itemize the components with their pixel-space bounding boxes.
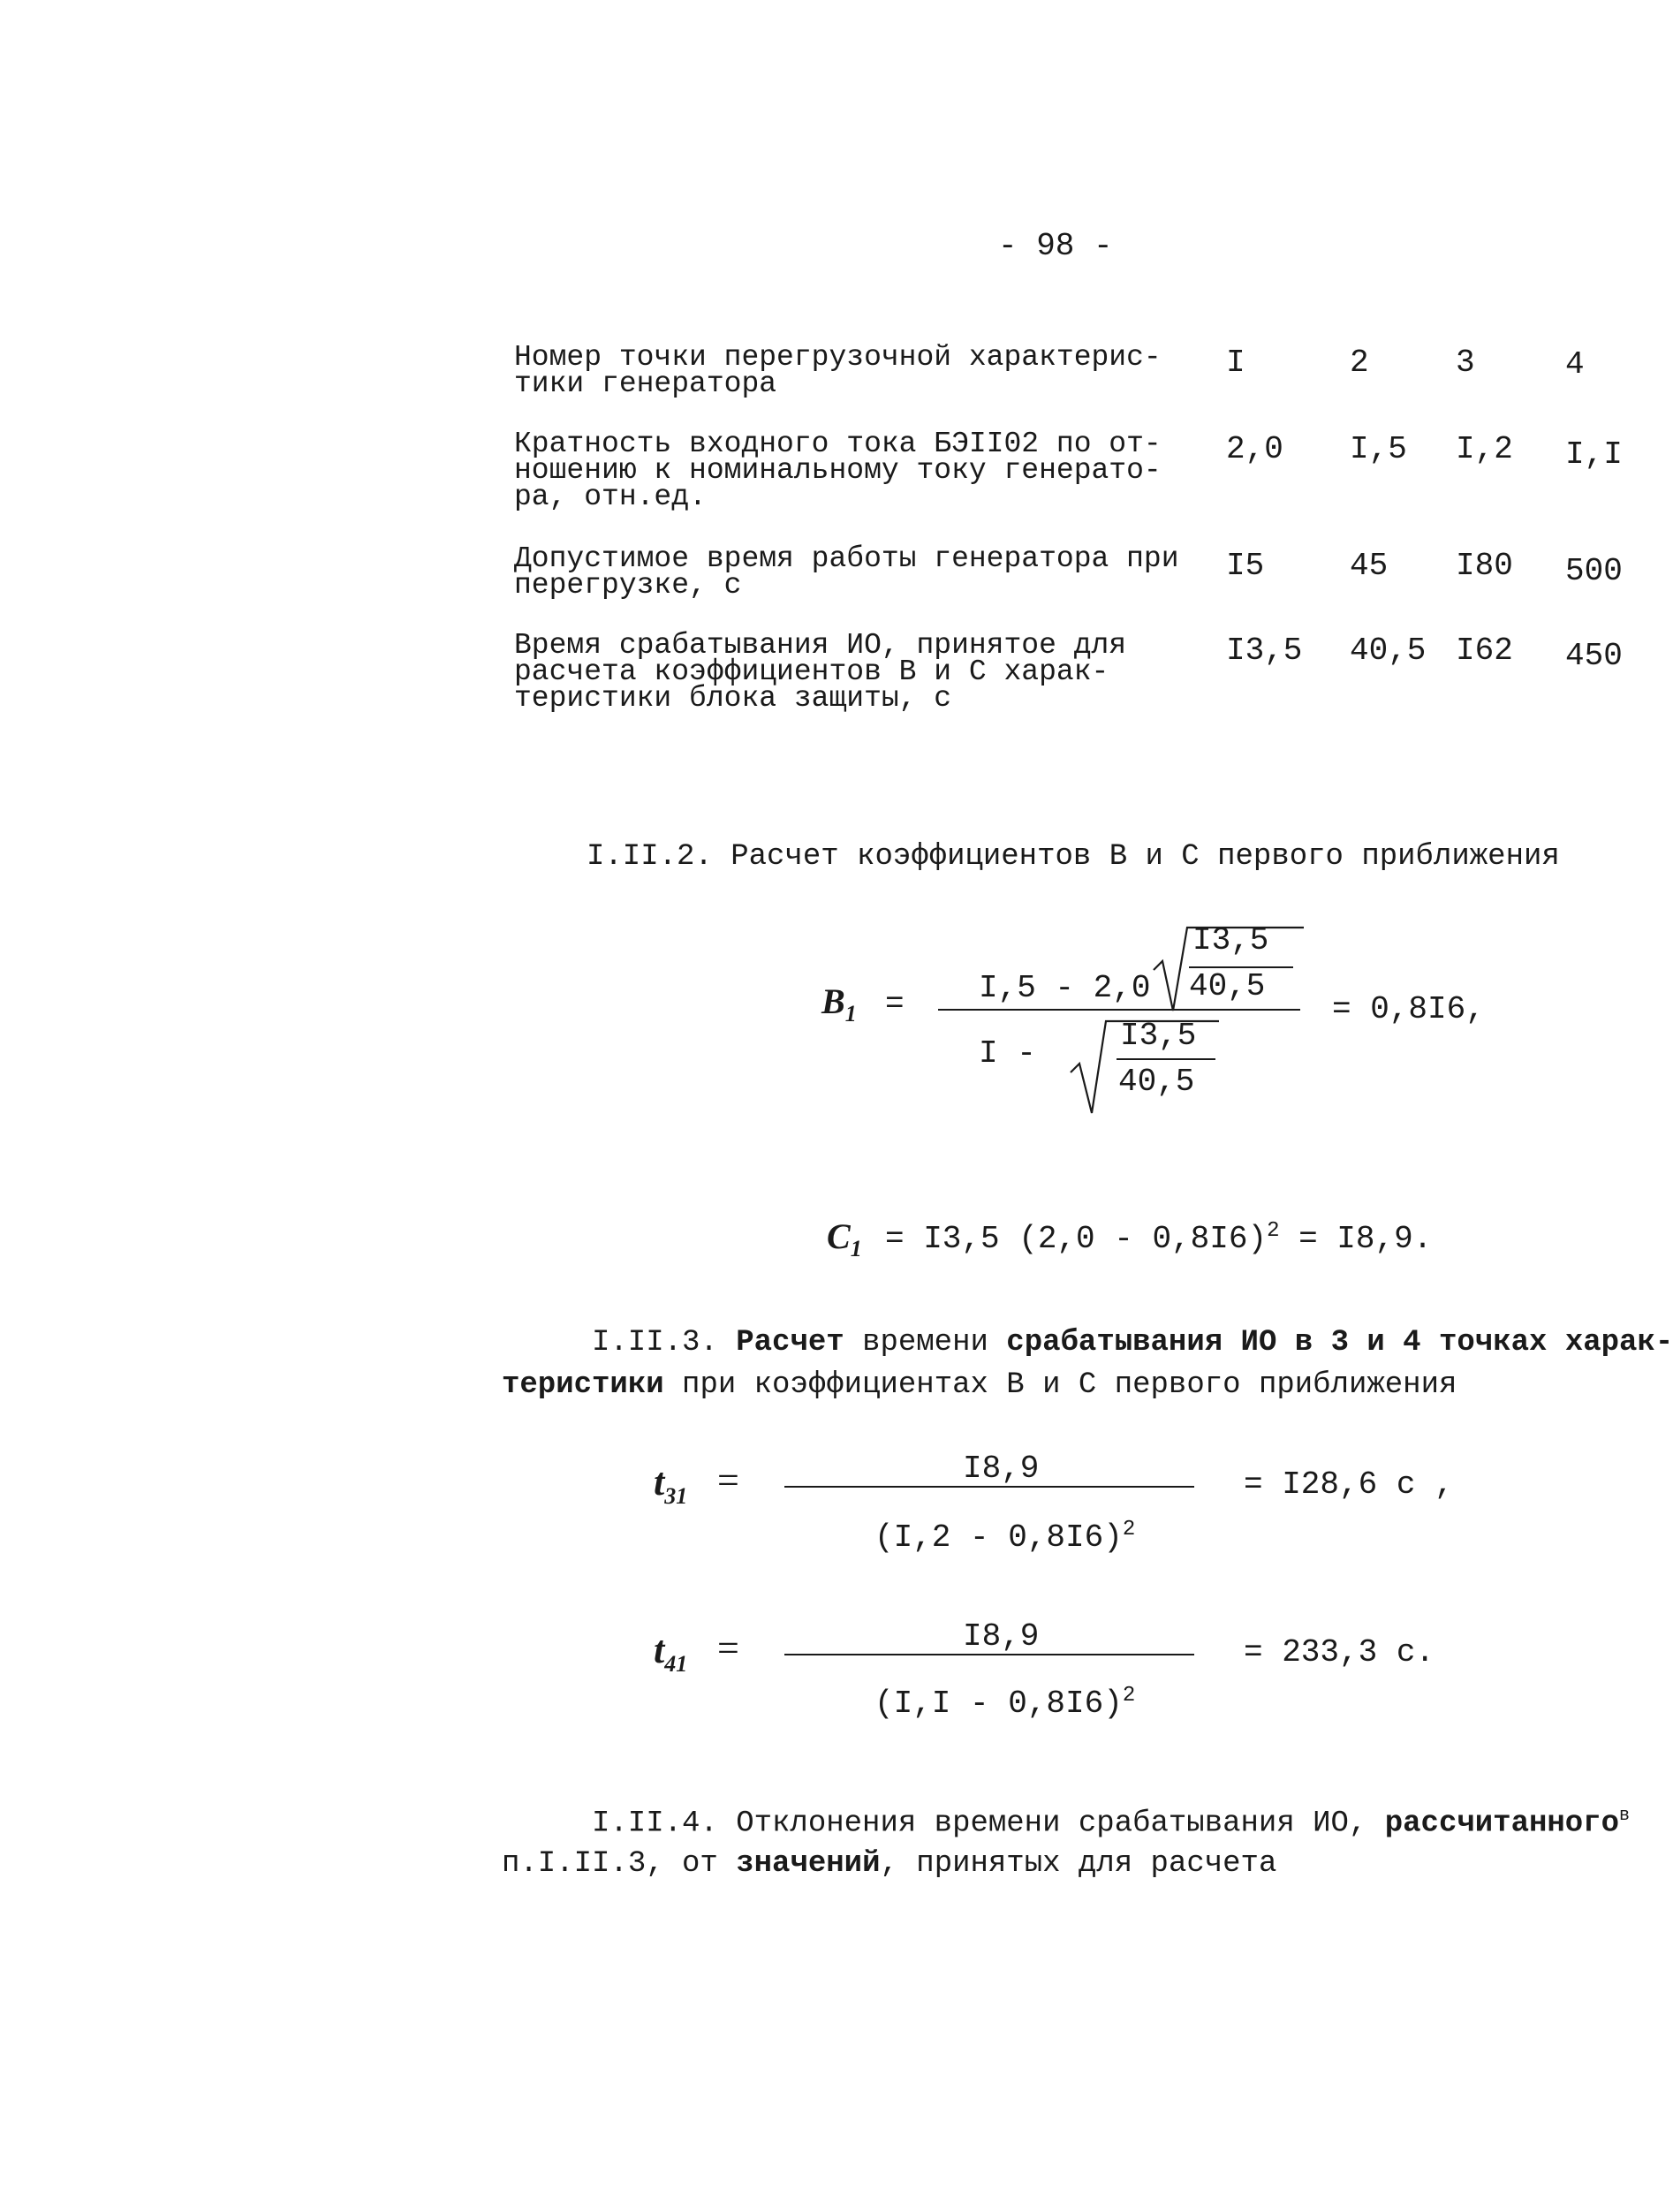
formula-rhs: = I3,5 (2,0 - 0,8I6)$^2$ = I8,9.: [885, 1219, 1433, 1257]
formula-eq: =: [717, 1458, 739, 1502]
table-cell: I80: [1456, 548, 1513, 584]
numerator: I8,9: [963, 1618, 1040, 1655]
table-cell: 40,5: [1350, 633, 1427, 669]
table-cell: 2: [1350, 345, 1369, 381]
section-4-line-2: п.I.II.3, от значений, принятых для расчета: [502, 1847, 1277, 1881]
table-cell: I,I: [1565, 436, 1623, 473]
row-label: Время срабатывания ИО, принятое для расчета коэффициентов B и C харак- теристики блока защиты, с: [514, 629, 1127, 715]
table-cell: 2,0: [1226, 431, 1283, 467]
denominator-text: I -: [979, 1035, 1036, 1072]
table-cell: 3: [1456, 345, 1475, 381]
formula-lhs: $B_1$: [821, 981, 857, 1026]
radicand-bottom-fraction-line: [1117, 1058, 1215, 1060]
radicand-top-denominator: 40,5: [1189, 968, 1266, 1004]
section-3-line-2: теристики при коэффициентах B и C первого приближения: [502, 1368, 1457, 1402]
radicand-bottom-denominator: 40,5: [1118, 1064, 1195, 1100]
fraction-line: [784, 1654, 1194, 1655]
section-3-line-1: I.II.3. Расчет времени срабатывания ИО в 3 и 4 точках харак-: [592, 1326, 1673, 1360]
table-cell: 500: [1565, 553, 1623, 589]
numerator: I8,9: [963, 1451, 1040, 1487]
table-cell: I62: [1456, 633, 1513, 669]
table-cell: I3,5: [1226, 633, 1303, 669]
denominator: (I,I - 0,8I6)$^2$: [874, 1684, 1136, 1722]
table-cell: 45: [1350, 548, 1389, 584]
formula-lhs: $t_{41}$: [654, 1628, 688, 1677]
row-label: Допустимое время работы генератора при перегрузке, с: [514, 542, 1179, 602]
section-heading-2: I.II.2. Расчет коэффициентов B и C первого приближения: [587, 840, 1560, 874]
table-cell: 450: [1565, 638, 1623, 674]
row-label: Номер точки перегрузочной характерис- тики генератора: [514, 341, 1162, 400]
formula-result: = I28,6 с ,: [1244, 1466, 1454, 1503]
section-4-line-1: I.II.4. Отклонения времени срабатывания ИО, рассчитанного$^в$: [592, 1806, 1631, 1841]
main-fraction-line: [938, 1009, 1300, 1011]
formula-eq: =: [885, 986, 905, 1022]
table-cell: I5: [1226, 548, 1265, 584]
formula-eq: =: [717, 1626, 739, 1670]
page-number: - 98 -: [998, 228, 1113, 264]
denominator: (I,2 - 0,8I6)$^2$: [874, 1518, 1136, 1556]
formula-result: = 0,8I6,: [1332, 991, 1485, 1027]
radicand-top-numerator: I3,5: [1192, 922, 1269, 958]
fraction-line: [784, 1486, 1194, 1488]
row-label: Кратность входного тока БЭII02 по от- ношению к номинальному току генерато- ра, отн.ед.: [514, 428, 1162, 513]
formula-lhs: $C_1$: [827, 1216, 862, 1261]
formula-result: = 233,3 с.: [1244, 1634, 1435, 1670]
formula-lhs: $t_{31}$: [654, 1460, 688, 1509]
table-cell: I: [1226, 345, 1245, 381]
numerator-text: I,5 - 2,0: [979, 970, 1151, 1006]
radicand-bottom-numerator: I3,5: [1120, 1018, 1197, 1054]
table-cell: 4: [1565, 346, 1585, 383]
table-cell: I,2: [1456, 431, 1513, 467]
table-cell: I,5: [1350, 431, 1407, 467]
